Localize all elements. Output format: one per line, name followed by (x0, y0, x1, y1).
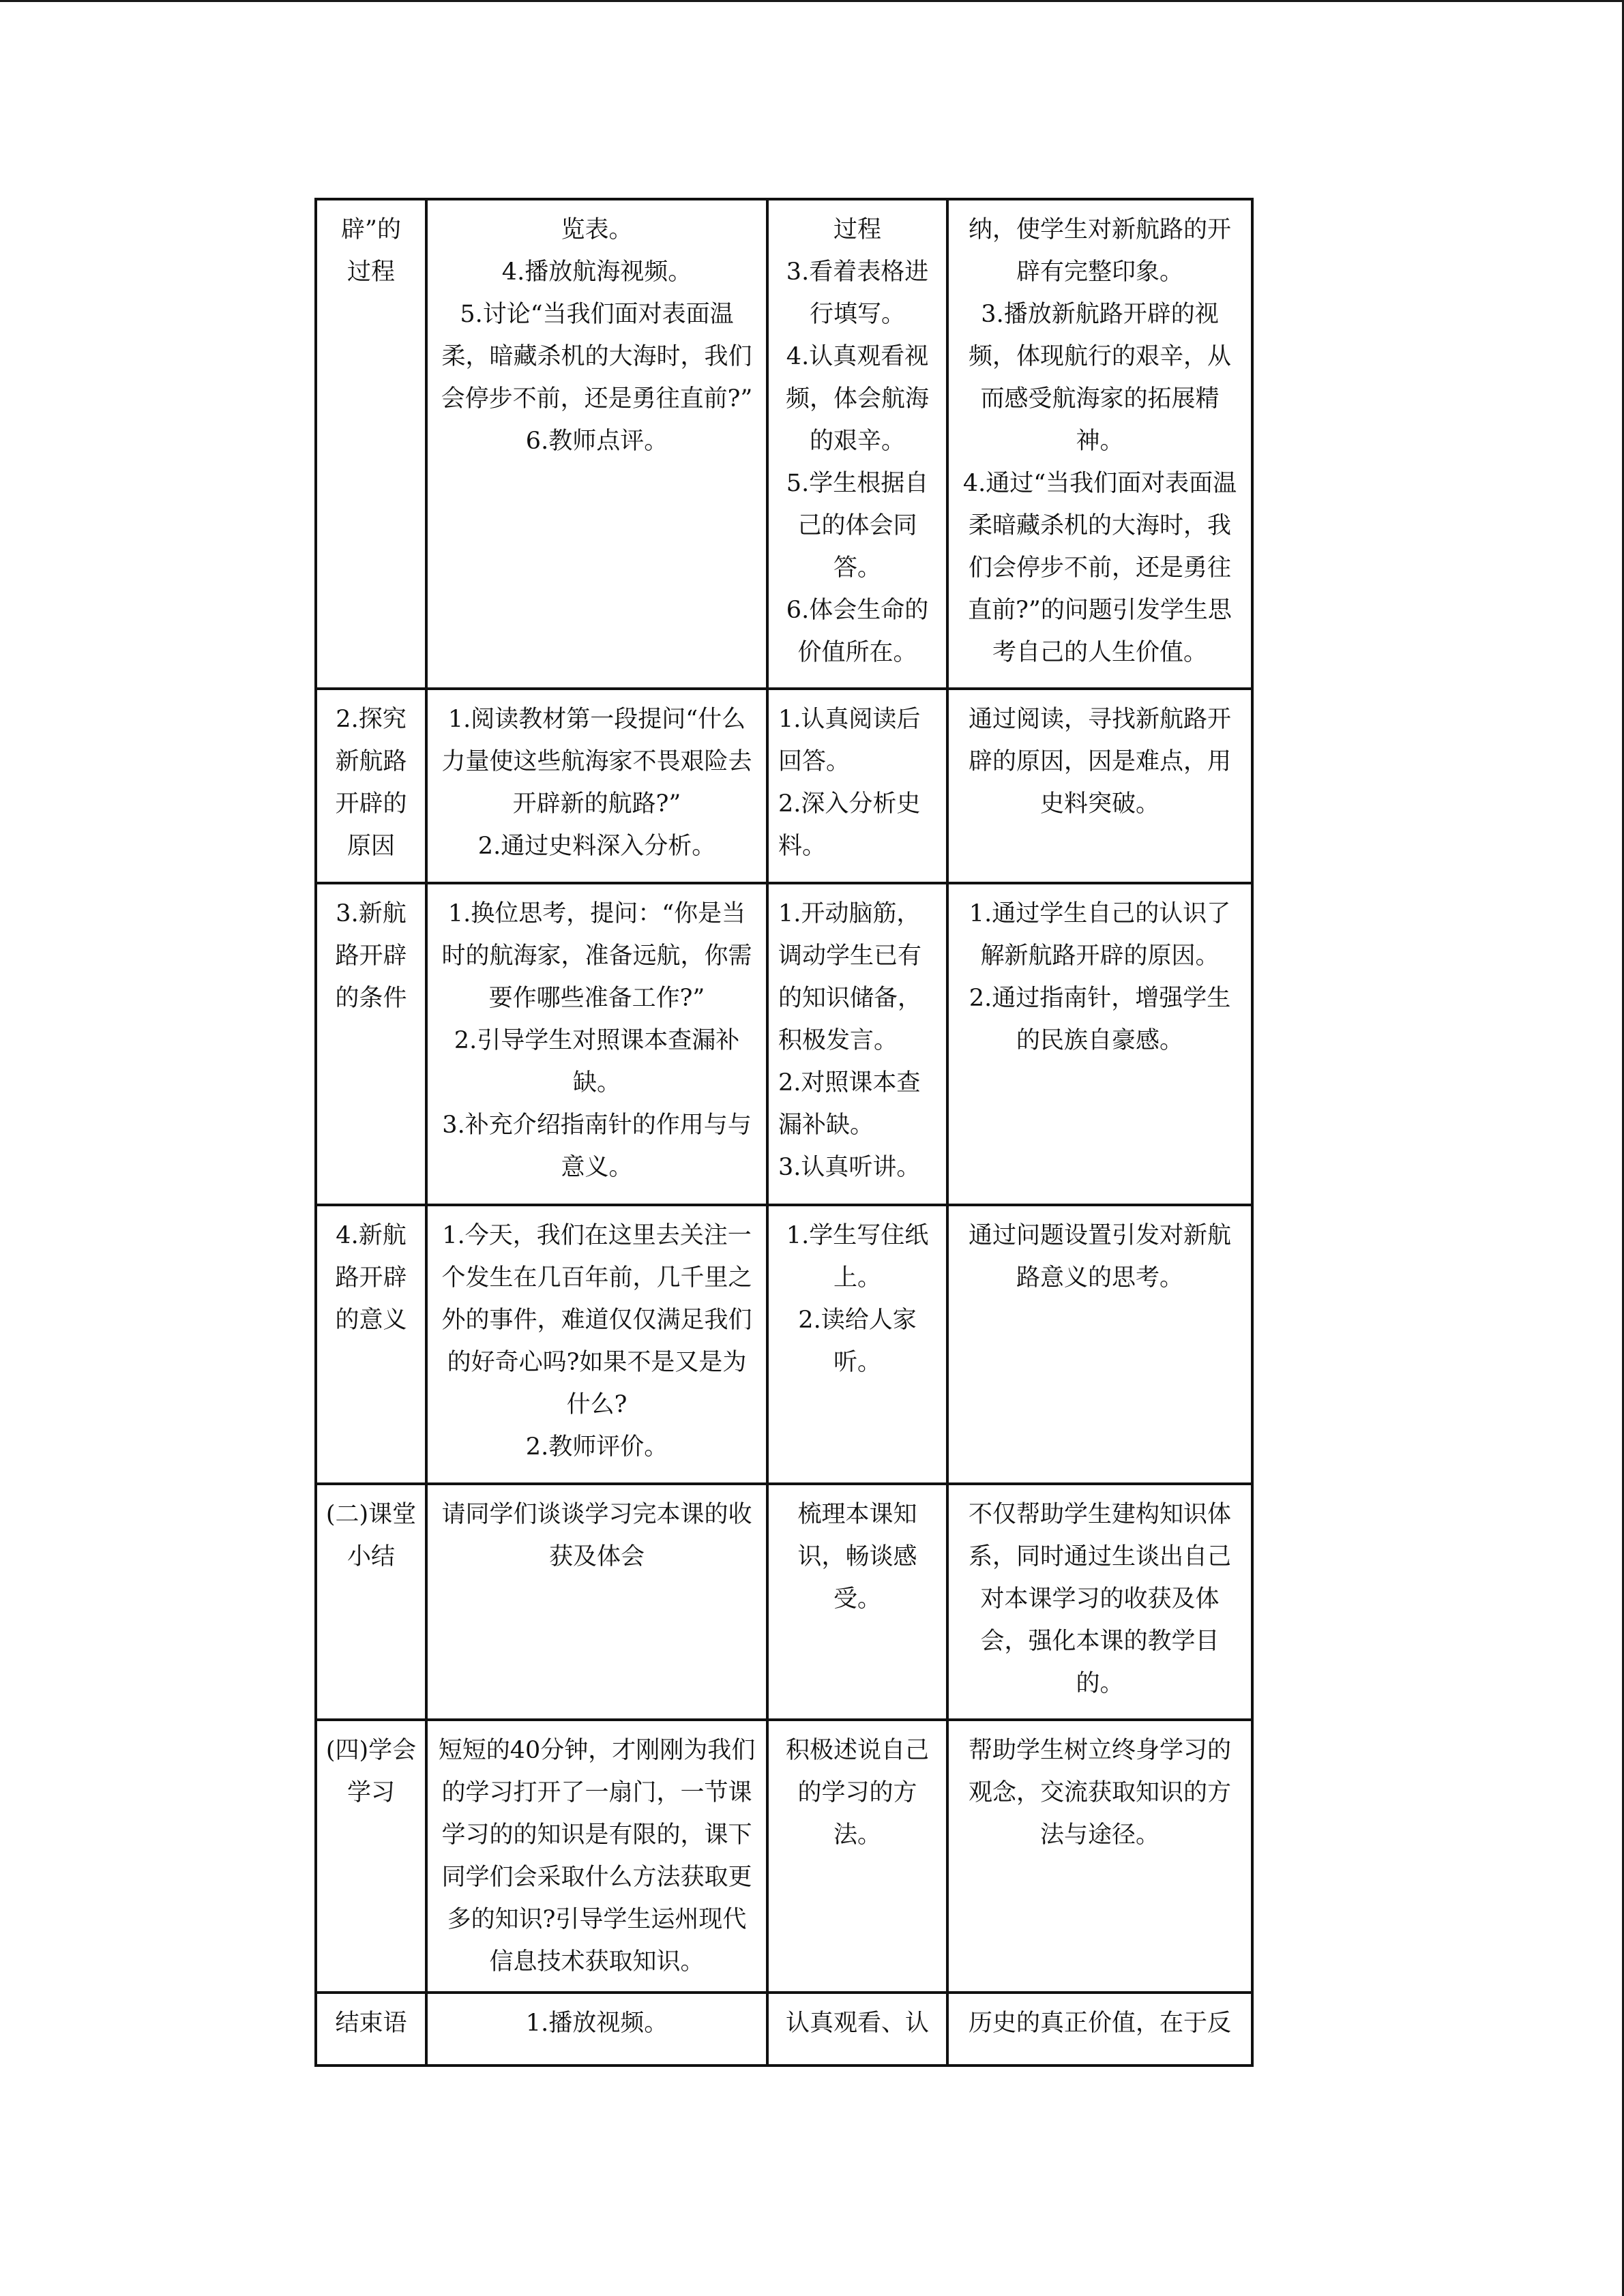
stage-cell (316, 1720, 426, 1993)
stage-text: 结束语 (335, 2010, 407, 2037)
teacher-step: 4.播放航海视频。 (501, 258, 692, 286)
teacher-step: 请同学们谈谈学习完本课的收获及体会 (441, 1501, 752, 1570)
teacher-step: 3.补充介绍指南针的作用与与意义。 (442, 1112, 752, 1181)
teacher-activity-cell (426, 1484, 767, 1720)
teacher-activity-cell (426, 883, 767, 1205)
stage-cell (316, 689, 426, 883)
teacher-step: 览表。 (561, 216, 633, 243)
teacher-activity-cell (426, 1720, 767, 1993)
intent-step: 1.通过学生自己的认识了解新航路开辟的原因。 (969, 900, 1231, 970)
intent-step: 通过阅读，寻找新航路开辟的原因，因是难点，用史料突破。 (968, 706, 1231, 818)
student-activity-cell (767, 1720, 947, 1993)
table-row (316, 689, 1252, 883)
student-step: 认真观看、认 (785, 2010, 929, 2037)
teacher-step: 5.讨论“当我们面对表面温柔，暗藏杀机的大海时，我们会停步不前，还是勇往直前?” (441, 301, 753, 413)
table-row (316, 1720, 1252, 1993)
student-step: 2.深入分析史料。 (778, 790, 921, 860)
student-step: 2.对照课本查漏补缺。 (778, 1069, 921, 1139)
stage-text: 3.新航路开辟的条件 (335, 900, 407, 1012)
stage-cell (316, 199, 426, 689)
teacher-step: 2.通过史料深入分析。 (477, 833, 716, 860)
student-step: 2.读给人家听。 (798, 1307, 917, 1376)
student-step: 5.学生根据自己的体会同答。 (786, 470, 929, 582)
design-intent-cell (947, 1720, 1252, 1993)
student-step: 6.体会生命的价值所在。 (786, 597, 929, 666)
teacher-activity-cell (426, 1205, 767, 1484)
table-row (316, 1205, 1252, 1484)
teacher-step: 1.阅读教材第一段提问“什么力量使这些航海家不畏艰险去开辟新的航路?” (441, 706, 752, 818)
teacher-step: 短短的40分钟，才刚刚为我们的学习打开了一扇门，一节课学习的的知识是有限的，课下同学们会采取什么方法获取更多的知识?引导学生运州现代信息技术获取知识。 (438, 1737, 756, 1976)
student-activity-cell (767, 1993, 947, 2066)
design-intent-cell (947, 1205, 1252, 1484)
student-step: 过程 (833, 216, 881, 243)
student-activity-cell (767, 883, 947, 1205)
teacher-step: 1.今天，我们在这里去关注一个发生在几百年前，几千里之外的事件，难道仅仅满足我们的好奇心吗?如果不是又是为什么? (441, 1222, 752, 1418)
teacher-activity-cell (426, 199, 767, 689)
stage-text: 2.探究新航路开辟的原因 (335, 706, 407, 860)
student-activity-cell (767, 1484, 947, 1720)
intent-step: 2.通过指南针，增强学生的民族自豪感。 (969, 985, 1231, 1054)
intent-step: 通过问题设置引发对新航路意义的思考。 (968, 1222, 1231, 1292)
teacher-step: 1.播放视频。 (525, 2010, 668, 2037)
intent-step: 帮助学生树立终身学习的观念，交流获取知识的方法与途径。 (968, 1737, 1231, 1849)
stage-cell (316, 1993, 426, 2066)
table-row (316, 1993, 1252, 2066)
intent-step: 纳，使学生对新航路的开辟有完整印象。 (968, 216, 1231, 286)
table-row (316, 1484, 1252, 1720)
design-intent-cell (947, 1993, 1252, 2066)
stage-cell (316, 1484, 426, 1720)
intent-step: 3.播放新航路开辟的视频，体现航行的艰辛，从而感受航海家的拓展精神。 (968, 301, 1231, 455)
student-activity-cell (767, 1205, 947, 1484)
intent-step: 4.通过“当我们面对表面温柔暗藏杀机的大海时，我们会停步不前，还是勇往直前?”的问题引发学生思考自己的人生价值。 (962, 470, 1237, 666)
student-activity-cell (767, 199, 947, 689)
student-step: 积极述说自己的学习的方法。 (785, 1737, 929, 1849)
student-step: 3.认真听讲。 (778, 1154, 921, 1181)
intent-step: 不仅帮助学生建构知识体系，同时通过生谈出自己对本课学习的收获及体会，强化本课的教学目的。 (968, 1501, 1231, 1697)
stage-text: (四)学会学习 (325, 1737, 417, 1806)
stage-text: 4.新航路开辟的意义 (335, 1222, 407, 1334)
student-activity-cell (767, 689, 947, 883)
student-step: 1.开动脑筋，调动学生已有的知识储备，积极发言。 (778, 900, 922, 1054)
stage-text: (二)课堂小结 (325, 1501, 417, 1570)
student-step: 1.认真阅读后回答。 (778, 706, 921, 775)
design-intent-cell (947, 883, 1252, 1205)
teacher-activity-cell (426, 1993, 767, 2066)
student-step: 梳理本课知识，畅谈感受。 (797, 1501, 917, 1613)
teacher-step: 1.换位思考，提问：“你是当时的航海家，准备远航，你需要作哪些准备工作?” (441, 900, 752, 1012)
stage-cell (316, 883, 426, 1205)
student-step: 3.看着表格进行填写。 (786, 258, 929, 328)
design-intent-cell (947, 689, 1252, 883)
teacher-step: 2.教师评价。 (525, 1433, 668, 1461)
teacher-step: 2.引导学生对照课本查漏补缺。 (454, 1027, 740, 1097)
student-step: 4.认真观看视频，体会航海的艰辛。 (785, 343, 929, 455)
teacher-step: 6.教师点评。 (525, 428, 668, 455)
stage-text: 辟”的 (341, 216, 401, 243)
design-intent-cell (947, 199, 1252, 689)
student-step: 1.学生写住纸上。 (786, 1222, 929, 1292)
table-row (316, 883, 1252, 1205)
lesson-plan-table (314, 198, 1254, 2067)
stage-cell (316, 1205, 426, 1484)
teacher-activity-cell (426, 689, 767, 883)
intent-step: 历史的真正价值，在于反 (968, 2010, 1231, 2037)
design-intent-cell (947, 1484, 1252, 1720)
table-row (316, 199, 1252, 689)
stage-text: 过程 (346, 258, 395, 286)
